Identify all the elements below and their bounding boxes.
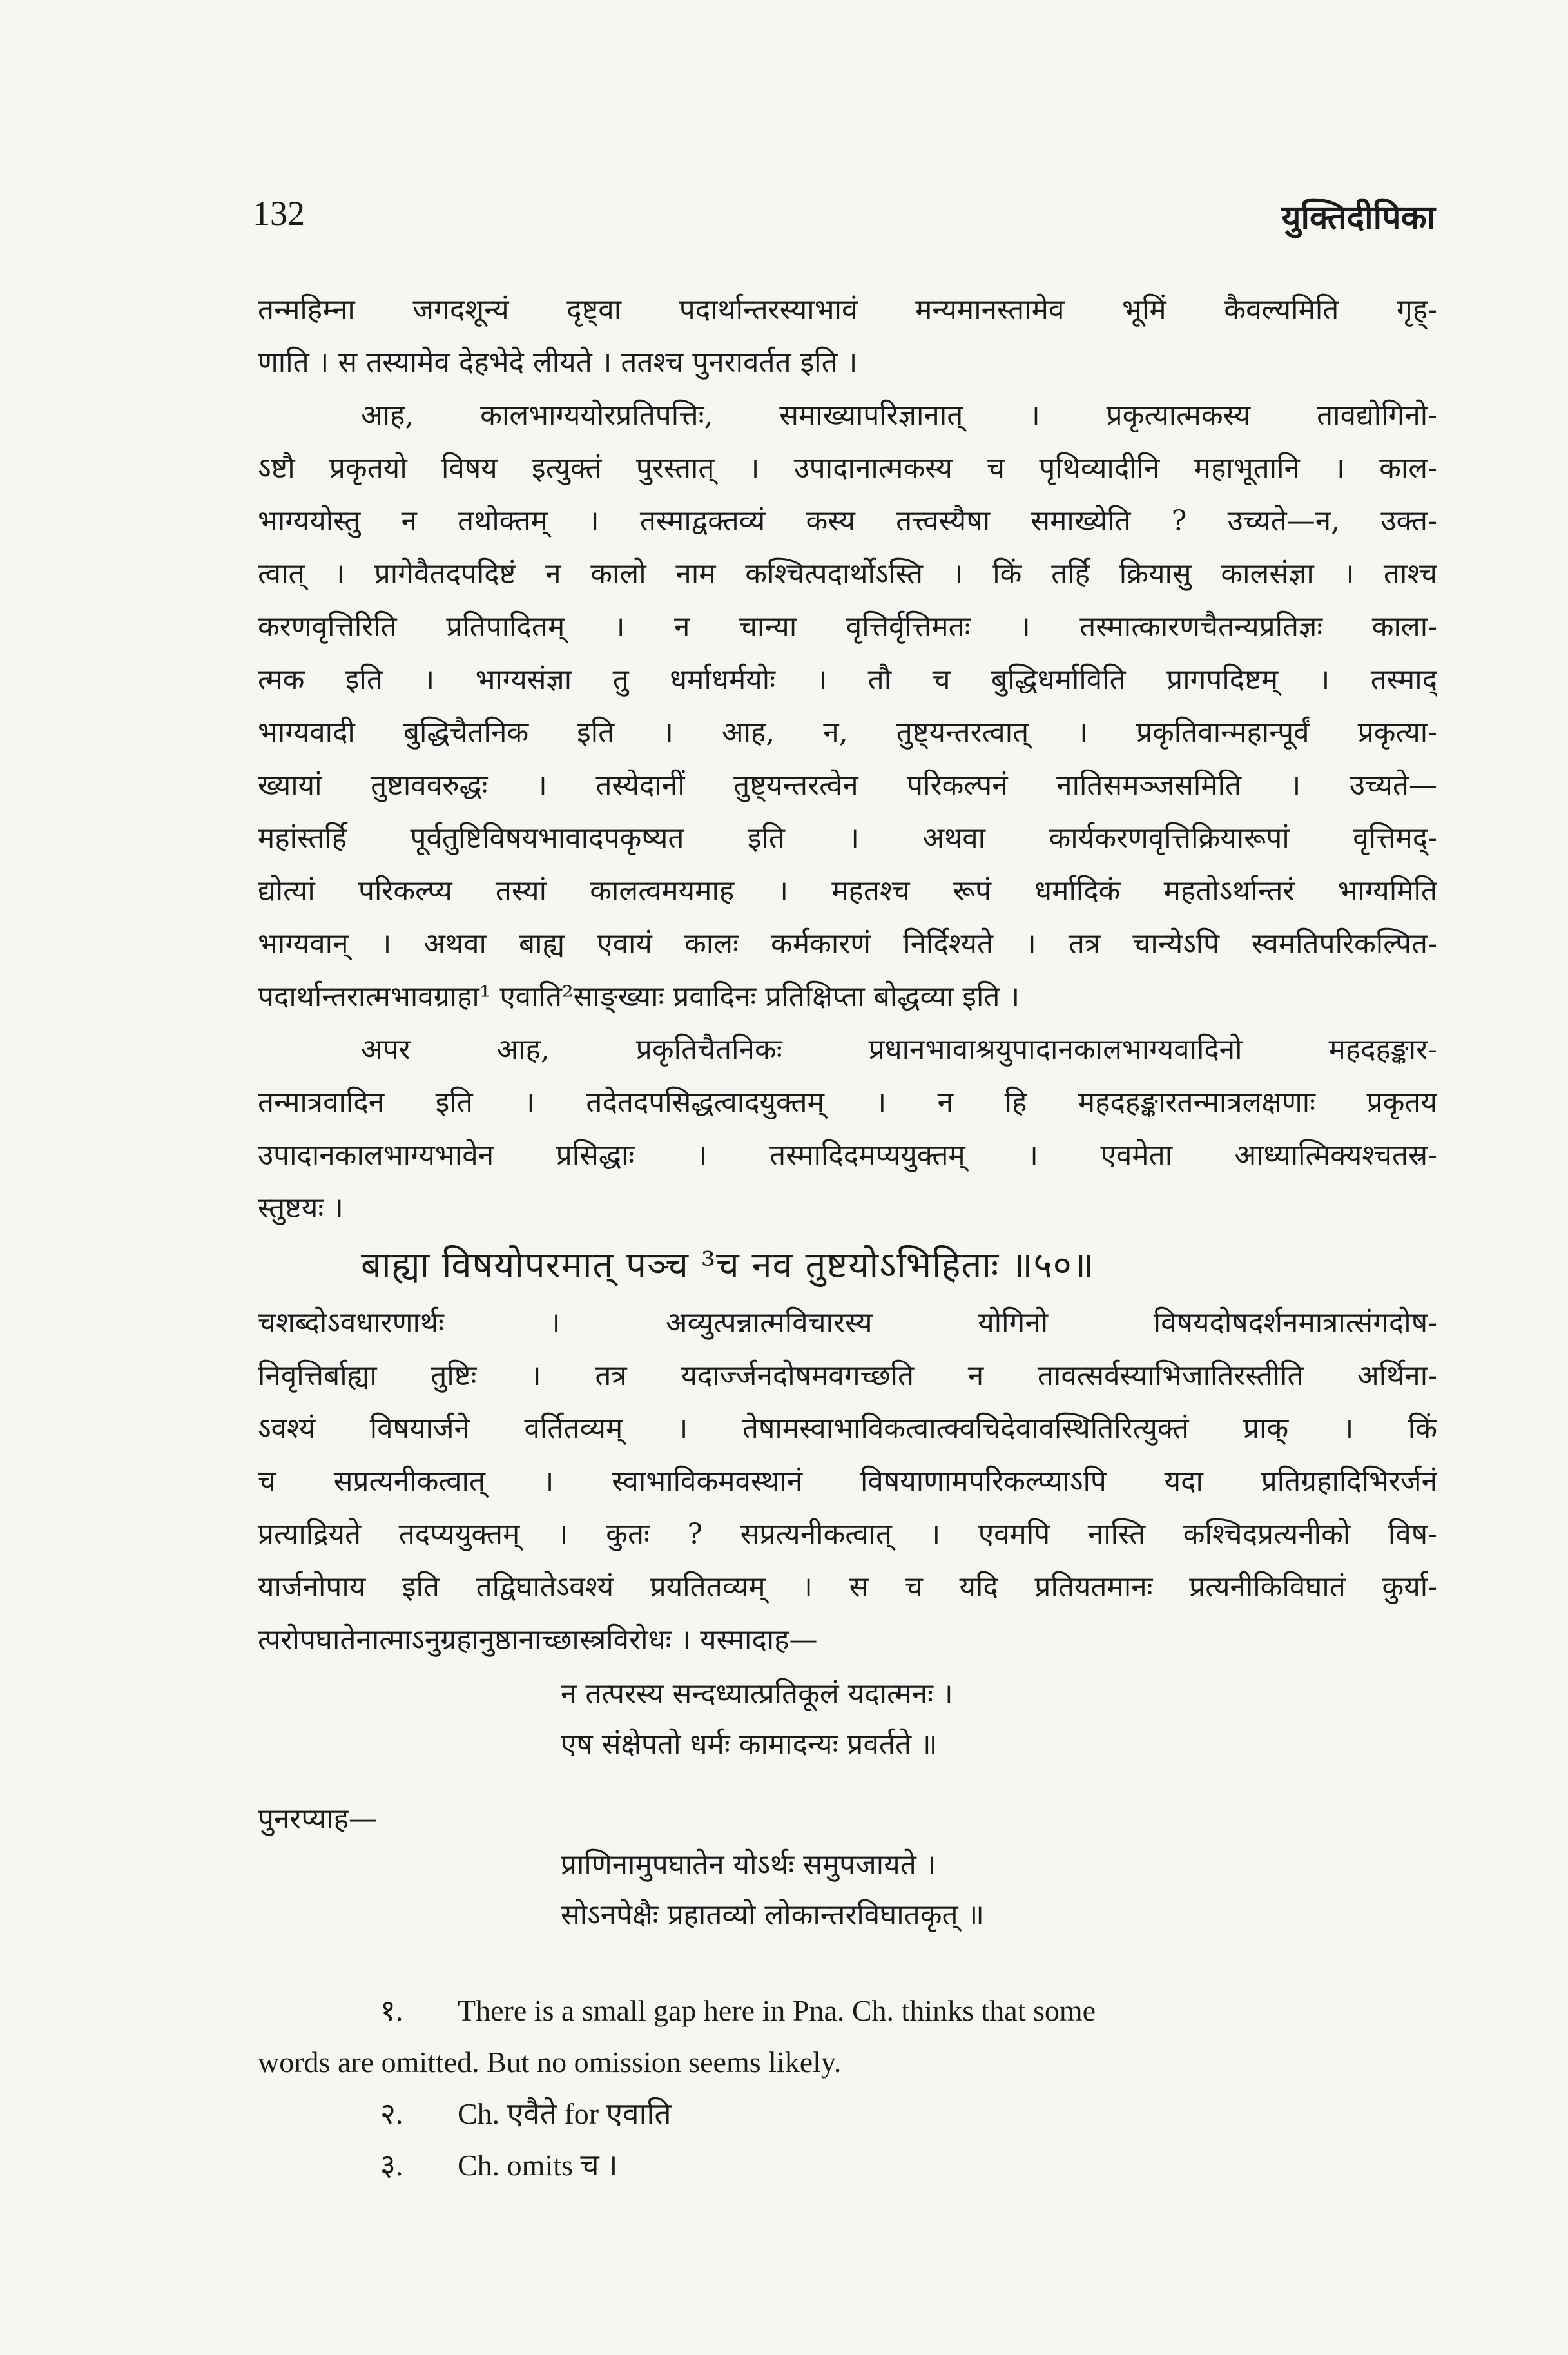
text-line: ऽष्टौ प्रकृतयो विषय इत्युक्तं पुरस्तात् । उपादानात्मकस्य च पृथिव्यादीनि महाभूतानि । काल- xyxy=(258,452,1437,485)
text-line: पदार्थान्तरात्मभावग्राहा¹ एवाति²साङ्ख्याः प्रवादिनः प्रतिक्षिप्ता बोद्धव्या इति । xyxy=(258,980,1020,1013)
verse-line: प्राणिनामुपघातेन योऽर्थः समुपजायते । xyxy=(561,1848,936,1881)
page-header xyxy=(253,187,1435,245)
text-line: भाग्ययोस्तु न तथोक्तम् । तस्माद्वक्तव्यं कस्य तत्त्वस्यैषा समाख्येति ? उच्यते—न, उक्त- xyxy=(258,505,1437,538)
text-line: स्तुष्टयः । xyxy=(258,1192,344,1225)
footnote-1-continued: words are omitted. But no omission seems likely. xyxy=(258,2046,842,2079)
karika-50: बाह्या विषयोपरमात् पञ्च ³च नव तुष्टयोऽभिहिताः ॥५०॥ xyxy=(361,1245,1095,1286)
footnote-number: ३. xyxy=(380,2149,403,2182)
text-line: प्रत्याद्रियते तदप्ययुक्तम् । कुतः ? सप्रत्यनीकत्वात् । एवमपि नास्ति कश्चिदप्रत्यनीको विष- xyxy=(258,1518,1437,1551)
running-title: युक्तिदीपिका xyxy=(1281,198,1435,237)
footnote-number: २. xyxy=(380,2097,403,2130)
footnote-number: १. xyxy=(380,1994,403,2027)
text-line: अपर आह, प्रकृतिचैतनिकः प्रधानभावाश्रयुपादानकालभाग्यवादिनो महदहङ्कार- xyxy=(361,1033,1437,1066)
footnote-text: Ch. omits च । xyxy=(458,2149,618,2182)
text-line: च सप्रत्यनीकत्वात् । स्वाभाविकमवस्थानं विषयाणामपरिकल्प्याऽपि यदा प्रतिग्रहादिभिरर्जनं xyxy=(258,1465,1437,1498)
text-line: त्वात् । प्रागेवैतदपदिष्टं न कालो नाम कश्चित्पदार्थोऽस्ति । किं तर्हि क्रियासु कालसंज्ञा । ताश्च xyxy=(258,557,1437,590)
text-line: द्योत्यां परिकल्प्य तस्यां कालत्वमयमाह । महतश्च रूपं धर्मादिकं महतोऽर्थान्तरं भाग्यमिति xyxy=(258,875,1437,907)
text-line: भाग्यवादी बुद्धिचैतनिक इति । आह, न, तुष्ट्यन्तरत्वात् । प्रकृतिवान्महान्पूर्वं प्रकृत्या- xyxy=(258,716,1437,749)
footnote-3 xyxy=(258,2140,1437,2191)
text-line: णाति । स तस्यामेव देहभेदे लीयते । ततश्च पुनरावर्तत इति । xyxy=(258,346,858,379)
footnote-text: There is a small gap here in Pna. Ch. thinks that some xyxy=(458,1994,1096,2027)
footnote-2 xyxy=(258,2088,1437,2140)
footnote-text: Ch. एवैते for एवाति xyxy=(458,2097,672,2130)
text-line: आह, कालभाग्ययोरप्रतिपत्तिः, समाख्यापरिज्ञानात् । प्रकृत्यात्मकस्य तावद्योगिनो- xyxy=(361,399,1437,432)
text-line: त्परोपघातेनात्माऽनुग्रहानुष्ठानाच्छास्त्रविरोधः । यस्मादाह— xyxy=(258,1623,818,1656)
quoted-verse-2 xyxy=(258,1840,1437,1941)
text-line: भाग्यवान् । अथवा बाह्य एवायं कालः कर्मकारणं निर्दिश्यते । तत्र चान्येऽपि स्वमतिपरिकल्पित- xyxy=(258,927,1437,960)
text-line: निवृत्तिर्बाह्या तुष्टिः । तत्र यदार्ज्जनदोषमवगच्छति न तावत्सर्वस्याभिजातिरस्तीति अर्थिना- xyxy=(258,1359,1437,1392)
commentary-text xyxy=(258,284,1437,1667)
text-line: चशब्दोऽवधारणार्थः । अव्युत्पन्नात्मविचारस्य योगिनो विषयदोषदर्शनमात्रात्संगदोष- xyxy=(258,1306,1437,1339)
text-line: उपादानकालभाग्यभावेन प्रसिद्धाः । तस्मादिदमप्ययुक्तम् । एवमेता आध्यात्मिक्यश्चतस्र- xyxy=(258,1139,1437,1172)
verse-line: न तत्परस्य सन्दध्यात्प्रतिकूलं यदात्मनः । xyxy=(561,1678,953,1711)
text-line: त्मक इति । भाग्यसंज्ञा तु धर्माधर्मयोः । तौ च बुद्धिधर्माविति प्रागपदिष्टम् । तस्माद् xyxy=(258,663,1437,696)
text-line: महांस्तर्हि पूर्वतुष्टिविषयभावादपकृष्यत इति । अथवा कार्यकरणवृत्तिक्रियारूपां वृत्तिमद्- xyxy=(258,822,1437,855)
text-line: तन्मात्रवादिन इति । तदेतदपसिद्धत्वादयुक्तम् । न हि महदहङ्कारतन्मात्रलक्षणाः प्रकृतय xyxy=(258,1086,1437,1119)
page-number: 132 xyxy=(253,194,305,233)
text-line: ऽवश्यं विषयार्जने वर्तितव्यम् । तेषामस्वाभाविकत्वात्क्वचिदेवावस्थितिरित्युक्तं प्राक् । किं xyxy=(258,1412,1437,1445)
text-line: यार्जनोपाय इति तद्विघातेऽवश्यं प्रयतितव्यम् । स च यदि प्रतियतमानः प्रत्यनीकिविघातं कुर्या- xyxy=(258,1571,1437,1604)
quoted-verse-1 xyxy=(258,1669,1437,1770)
footnotes xyxy=(258,1985,1437,2191)
text-line: तन्महिम्ना जगदशून्यं दृष्ट्वा पदार्थान्तरस्याभावं मन्यमानस्तामेव भूमिं कैवल्यमिति गृह्- xyxy=(258,293,1437,326)
footnote-1 xyxy=(258,1985,1437,2037)
text-line: ख्यायां तुष्टाववरुद्धः । तस्येदानीं तुष्ट्यन्तरत्वेन परिकल्पनं नातिसमञ्जसमिति । उच्यते— xyxy=(258,769,1437,802)
verse-line: एष संक्षेपतो धर्मः कामादन्यः प्रवर्तते ॥ xyxy=(561,1728,938,1761)
verse-line: सोऽनपेक्षैः प्रहातव्यो लोकान्तरविघातकृत् ॥ xyxy=(561,1899,984,1932)
text-line: करणवृत्तिरिति प्रतिपादितम् । न चान्या वृत्तिर्वृत्तिमतः । तस्मात्कारणचैतन्यप्रतिज्ञः काला- xyxy=(258,610,1437,643)
punar-apyaha: पुनरप्याह— xyxy=(258,1803,377,1836)
